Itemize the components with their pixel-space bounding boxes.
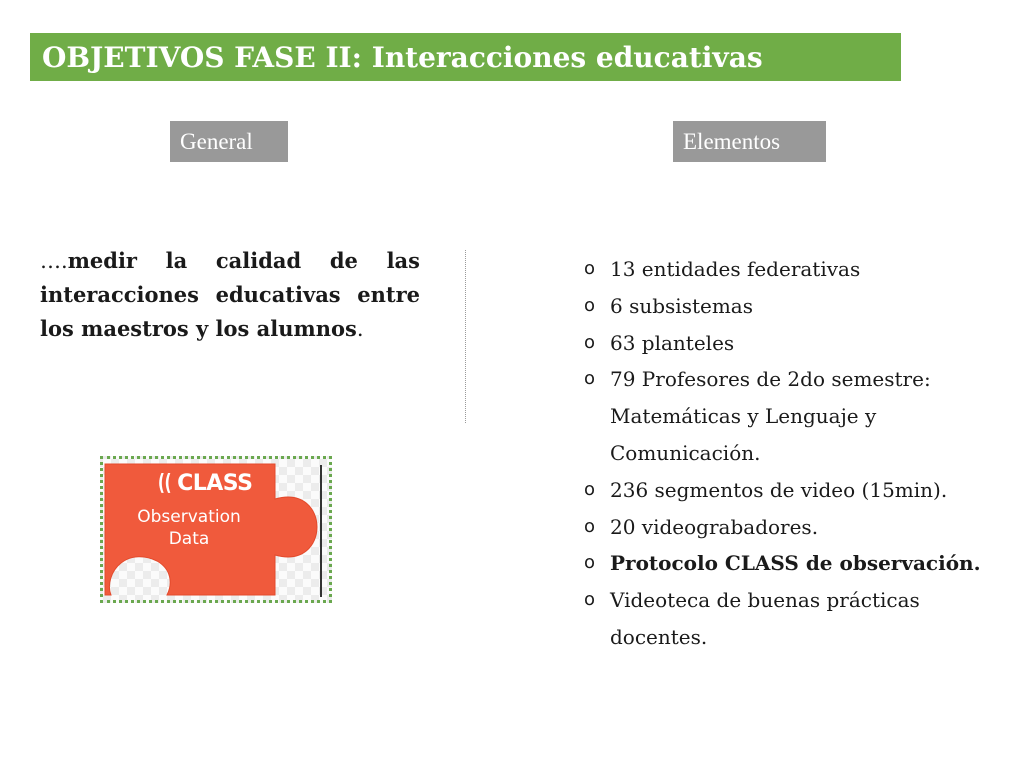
objective-bold-text: medir la calidad de las interacciones educativas entre los maestros y los alumnos xyxy=(40,248,420,341)
bullet-icon: o xyxy=(584,478,596,500)
list-item xyxy=(584,325,1004,362)
list-item-text: 6 subsistemas xyxy=(610,293,753,318)
list-item-text: 236 segmentos de video (15min). xyxy=(610,477,948,502)
list-item xyxy=(584,582,1004,656)
class-logo-mark-icon: (( xyxy=(157,471,172,496)
card-line-observation: Observation xyxy=(137,507,241,527)
bullet-icon: o xyxy=(584,552,596,574)
list-item xyxy=(584,288,1004,325)
objective-suffix: . xyxy=(356,317,364,341)
general-objective xyxy=(40,244,420,346)
list-item xyxy=(584,251,1004,288)
list-item-text: Protocolo CLASS de observación. xyxy=(610,551,981,576)
class-observation-image xyxy=(100,456,332,603)
bullet-icon: o xyxy=(584,331,596,353)
class-logo xyxy=(155,471,253,496)
list-item xyxy=(584,472,1004,509)
list-item-text: Videoteca de buenas prácticas docentes. xyxy=(610,588,920,649)
list-item-text: 13 entidades federativas xyxy=(610,257,861,281)
title-bar xyxy=(30,33,901,81)
list-item-text: 63 planteles xyxy=(610,330,735,355)
list-item-text: 79 Profesores de 2do semestre: Matemáticas y Lenguaje y Comunicación. xyxy=(610,367,931,465)
card-line-data: Data xyxy=(168,529,210,549)
bullet-icon: o xyxy=(584,515,596,537)
bullet-icon: o xyxy=(584,589,596,611)
bullet-icon: o xyxy=(584,294,596,316)
column-divider xyxy=(465,250,466,423)
bullet-icon: o xyxy=(584,368,596,390)
list-item-text: 20 videograbadores. xyxy=(610,514,819,539)
tag-general-label: General xyxy=(180,128,253,154)
tag-general xyxy=(170,121,288,162)
class-logo-text: CLASS xyxy=(177,471,253,496)
tag-elementos xyxy=(673,121,826,162)
elements-list xyxy=(584,251,1004,656)
bullet-icon: o xyxy=(584,258,596,279)
tag-elementos-label: Elementos xyxy=(683,128,781,154)
list-item xyxy=(584,361,1004,471)
list-item xyxy=(584,545,1004,582)
slide-title: OBJETIVOS FASE II: Interacciones educativas xyxy=(42,40,763,74)
objective-prefix: …. xyxy=(40,249,68,273)
list-item xyxy=(584,509,1004,546)
